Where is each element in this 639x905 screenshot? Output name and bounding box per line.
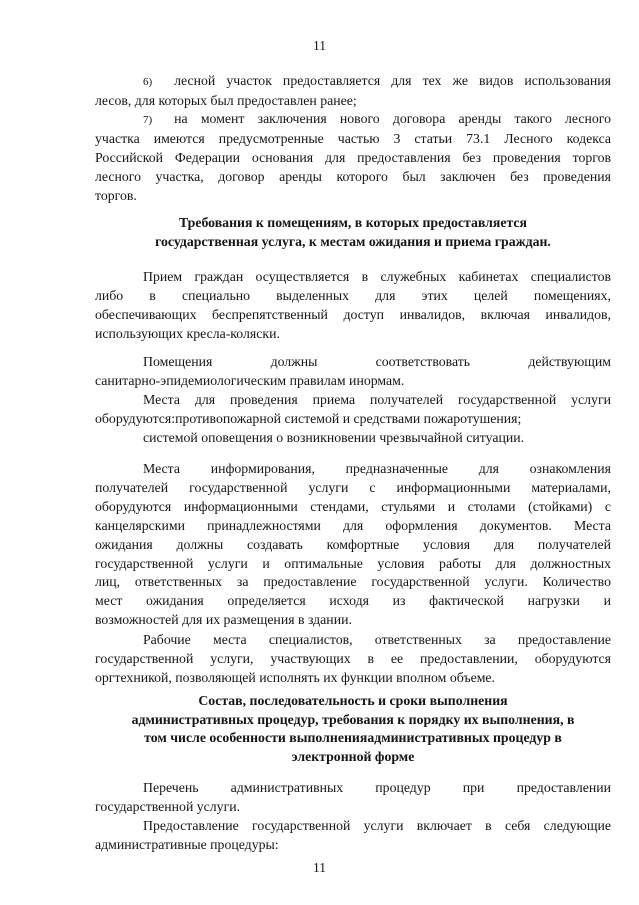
- list-item-7-line-1: [95, 110, 611, 130]
- workplaces-line-2: государственной услуги, участвующих в ее предоставлении, оборудуются: [95, 650, 611, 666]
- info-line-7: лиц, ответственных за предоставление государственной услуги. Количество: [95, 574, 611, 590]
- list-item-6-line-1: [95, 72, 611, 92]
- paragraph-premises: [95, 353, 611, 448]
- premises-line-2: санитарно-эпидемиологическим правилам инормам.: [95, 372, 405, 388]
- reception-line-3: обеспечивающих беспрепятственный доступ инвалидов, включая инвалидов,: [95, 306, 611, 322]
- paragraph-procedures-list: [95, 779, 611, 855]
- info-line-4: канцелярскими принадлежностями для оформления документов. Места: [95, 517, 611, 533]
- page-number-top: 11: [313, 38, 326, 53]
- heading-procedures-line-4: электронной форме: [291, 748, 415, 764]
- heading-premises-line-2: государственная услуга, к местам ожидания и приема граждан.: [155, 233, 551, 249]
- procedures-list-line-2: государственной услуги.: [95, 798, 241, 814]
- list-item-7: [95, 110, 611, 206]
- list-item-7-line-2: участка имеются предусмотренные частью 3 статьи 73.1 Лесного кодекса: [95, 130, 611, 146]
- list-item-7-number: 7): [143, 114, 153, 126]
- page-number-bottom: 11: [313, 860, 326, 875]
- heading-procedures-line-2: административных процедур, требования к порядку их выполнения, в: [131, 711, 575, 727]
- list-item-7-text-1: на момент заключения нового договора аренды такого лесного: [174, 111, 611, 126]
- reception-line-2: либо в специально выделенных для этих целей помещениях,: [95, 287, 611, 303]
- includes-line-2: административные процедуры:: [95, 836, 279, 852]
- list-item-6-line-2: лесов, для которых был предоставлен ранее;: [95, 92, 357, 108]
- paragraph-workplaces: [95, 631, 611, 688]
- info-line-5: ожидания должны создавать комфортные условия для получателей: [95, 536, 611, 552]
- info-line-9: возможностей для их размещения в здании.: [95, 612, 352, 628]
- list-item-7-line-3: Российской Федерации основания для предоставления без проведения торгов: [95, 149, 611, 165]
- places-line-3: системой оповещения о возникновении чрезвычайной ситуации.: [143, 429, 525, 445]
- places-line-2: оборудуются:противопожарной системой и средствами пожаротушения;: [95, 410, 522, 426]
- section-heading-premises: [95, 214, 611, 251]
- reception-line-1: Прием граждан осуществляется в служебных кабинетах специалистов: [143, 269, 611, 284]
- list-item-6-text-1: лесной участок предоставляется для тех же видов использования: [174, 73, 611, 88]
- list-item-6-number: 6): [143, 76, 153, 88]
- heading-procedures-line-1: Состав, последовательность и сроки выполнения: [198, 693, 508, 708]
- section-heading-procedures: [95, 692, 611, 766]
- list-item-6: [95, 72, 611, 111]
- procedures-list-line-1: Перечень административных процедур при предоставлении: [143, 780, 611, 795]
- workplaces-line-3: оргтехникой, позволяющей исполнять их функции вполном объеме.: [95, 669, 496, 685]
- info-line-2: получателей государственной услуги с информационными материалами,: [95, 479, 611, 495]
- info-line-6: государственной услуги и оптимальные условия работы для должностных: [95, 555, 611, 571]
- paragraph-info-places: [95, 460, 611, 630]
- premises-line-1: Помещения должны соответствовать действующим: [143, 354, 611, 369]
- paragraph-reception: [95, 268, 611, 344]
- info-line-3: оборудуются информационными стендами, стульями и столами (стойками) с: [95, 498, 611, 514]
- list-item-7-line-5: торгов.: [95, 187, 137, 203]
- workplaces-line-1: Рабочие места специалистов, ответственных за предоставление: [143, 632, 611, 647]
- heading-procedures-line-3: том числе особенности выполненияадминистративных процедур в: [144, 730, 562, 746]
- list-item-7-line-4: лесного участка, договор аренды которого был заключен без проведения: [95, 168, 611, 184]
- includes-line-1: Предоставление государственной услуги включает в себя следующие: [143, 817, 611, 833]
- info-line-1: Места информирования, предназначенные для ознакомления: [143, 461, 611, 476]
- info-line-8: мест ожидания определяется исходя из фактической нагрузки и: [95, 593, 611, 609]
- heading-premises-line-1: Требования к помещениям, в которых предоставляется: [178, 215, 528, 230]
- reception-line-4: использующих кресла-коляски.: [95, 325, 280, 341]
- places-line-1: Места для проведения приема получателей государственной услуги: [143, 391, 611, 407]
